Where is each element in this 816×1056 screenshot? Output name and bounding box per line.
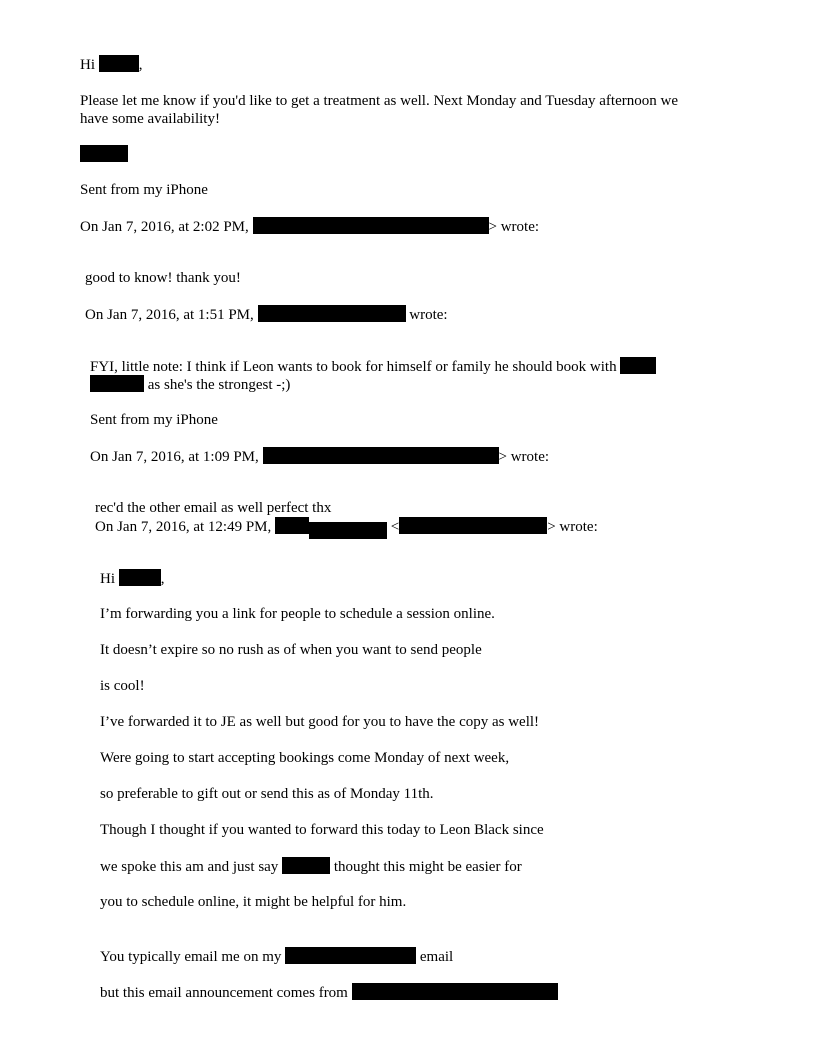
redaction-block [275,517,309,534]
body-line [100,947,453,966]
redaction-block [99,55,139,72]
body-line [90,375,290,394]
redaction-block [309,522,387,539]
redaction-block [620,357,656,374]
redaction-block [253,217,489,234]
body-line: I’ve forwarded it to JE as well but good for you to have the copy as well! [100,714,540,730]
body-line: so preferable to gift out or send this as of Monday 11th. [100,786,434,802]
body-line: I’m forwarding you a link for people to schedule a session online. [100,606,495,622]
greeting [100,569,165,588]
body-line: rec'd the other email as well perfect thx [95,500,332,516]
redaction-block [119,569,161,586]
redaction-block [80,145,128,162]
sent-from-text: Sent from my iPhone [90,412,218,428]
body-line: Please let me know if you'd like to get a treatment as well. Next Monday and Tuesday afternoon we [80,93,678,109]
quote-header-prefix: On Jan 7, 2016, at 1:09 PM, [90,449,259,465]
greeting-suffix: , [138,57,143,73]
body-text: FYI, little note: I think if Leon wants to book for himself or family he should book with [90,359,617,375]
quote-header-prefix: On Jan 7, 2016, at 1:51 PM, [85,307,254,323]
redaction-block [90,375,144,392]
quote-header-prefix: On Jan 7, 2016, at 12:49 PM, [95,519,272,535]
body-text: but this email announcement comes from [100,985,348,1001]
body-line [100,983,558,1002]
redaction-block [263,447,499,464]
body-line: have some availability! [80,111,220,127]
greeting-suffix: , [160,571,165,587]
body-line: It doesn’t expire so no rush as of when you want to send people [100,642,482,658]
quote-header [90,447,549,466]
quote-header-suffix: > wrote: [498,449,550,465]
body-line [90,357,656,376]
quote-header [80,217,539,236]
greeting-prefix: Hi [100,571,115,587]
body-line: is cool! [100,678,145,694]
body-text: You typically email me on my [100,949,282,965]
redaction-block [285,947,416,964]
body-line: you to schedule online, it might be helpful for him. [100,894,407,910]
body-line: Were going to start accepting bookings come Monday of next week, [100,750,510,766]
body-text: we spoke this am and just say [100,859,279,875]
body-line: good to know! thank you! [85,270,241,286]
quote-header-prefix: On Jan 7, 2016, at 2:02 PM, [80,219,249,235]
quote-header [85,305,448,324]
body-line: Though I thought if you wanted to forward this today to Leon Black since [100,822,544,838]
quote-header-suffix: wrote: [409,307,448,323]
quote-header-mid: < [390,519,400,535]
redaction-block [352,983,558,1000]
redaction-block [399,517,547,534]
sent-from-text: Sent from my iPhone [80,182,208,198]
redaction-block [258,305,406,322]
redaction-block [282,857,330,874]
quote-header [95,517,598,539]
quote-header-suffix: > wrote: [488,219,540,235]
greeting-prefix: Hi [80,57,95,73]
body-text: as she's the strongest -;) [147,377,291,393]
body-line [100,857,522,876]
body-text: thought this might be easier for [333,859,522,875]
signature-redaction [80,145,128,164]
quote-header-suffix: > wrote: [547,519,598,535]
greeting [80,55,143,74]
body-text: email [419,949,454,965]
